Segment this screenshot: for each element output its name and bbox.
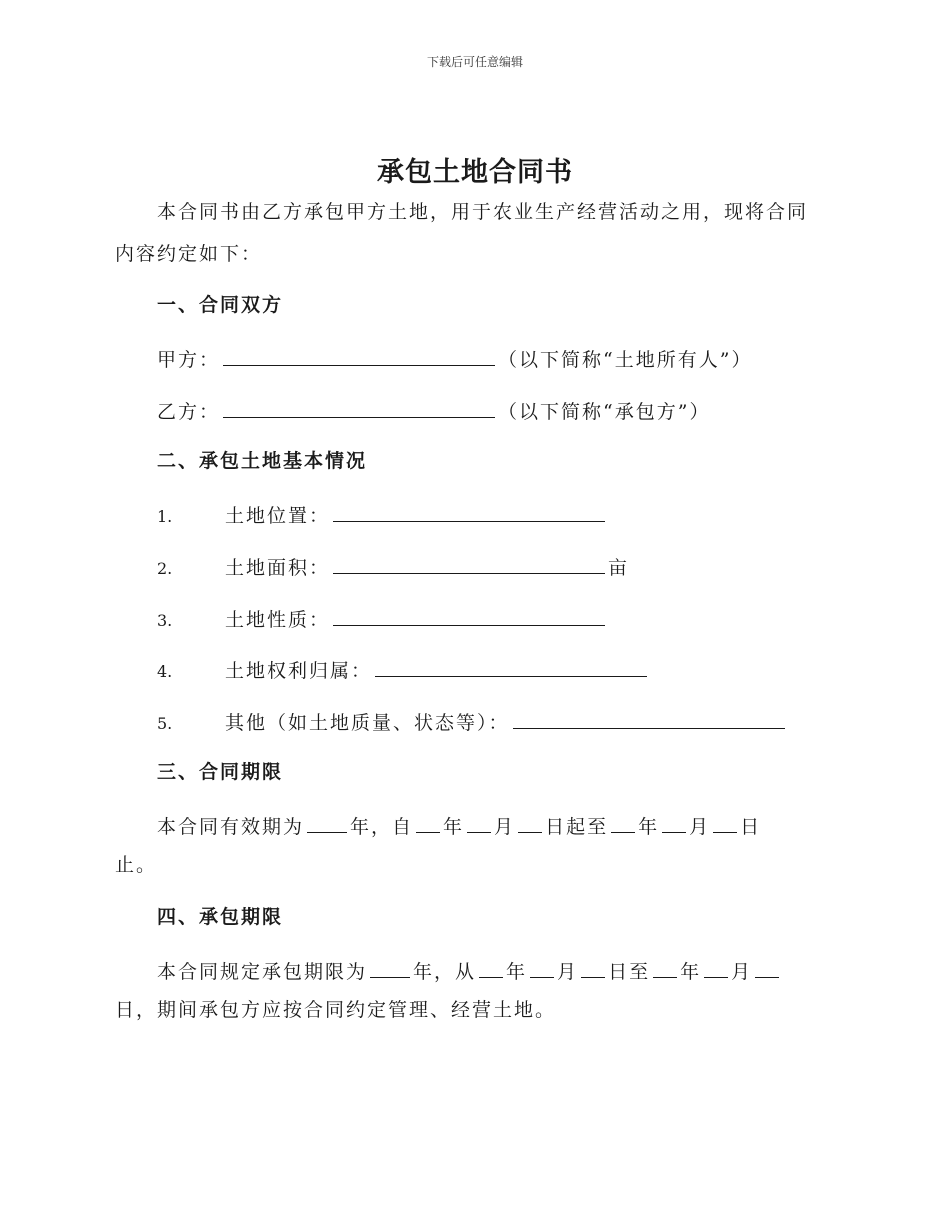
party-a-label: 甲方： — [157, 349, 221, 371]
term-text: 月 — [731, 961, 753, 983]
item-label: 土地性质： — [225, 609, 331, 631]
end-month-blank[interactable] — [662, 812, 686, 833]
party-b-label: 乙方： — [157, 401, 221, 423]
item-unit: 亩 — [608, 557, 630, 579]
land-item-row — [157, 708, 877, 736]
contract-term-row — [157, 957, 877, 984]
item-number: 3. — [157, 611, 173, 630]
validity-text: 月 — [689, 816, 711, 838]
party-b-row — [157, 397, 877, 424]
item-blank[interactable] — [333, 553, 605, 574]
validity-text: 日起至 — [545, 816, 609, 838]
validity-text: 年 — [638, 816, 660, 838]
section1-heading: 一、合同双方 — [157, 294, 284, 316]
party-a-suffix: （以下简称“土地所有人”） — [498, 349, 753, 371]
term-text: 日至 — [608, 961, 651, 983]
intro-paragraph-line1: 本合同书由乙方承包甲方土地，用于农业生产经营活动之用，现将合同 — [157, 201, 809, 223]
validity-text: 年，自 — [350, 816, 414, 838]
item-label: 土地权利归属： — [225, 660, 373, 682]
term-text: 年 — [506, 961, 528, 983]
start-month-blank[interactable] — [467, 812, 491, 833]
item-label: 其他（如土地质量、状态等）： — [225, 712, 510, 734]
item-label: 土地位置： — [225, 505, 331, 527]
land-item-row — [157, 501, 877, 529]
contract-title: 承包土地合同书 — [377, 157, 573, 188]
land-item-row — [157, 553, 877, 581]
term-end-year-blank[interactable] — [653, 957, 677, 978]
header-note: 下载后可任意编辑 — [426, 55, 523, 69]
term-end-month-blank[interactable] — [704, 957, 728, 978]
item-number: 4. — [157, 662, 173, 681]
years-blank[interactable] — [307, 812, 347, 833]
item-blank[interactable] — [513, 708, 785, 729]
party-b-suffix: （以下简称“承包方”） — [498, 401, 711, 423]
section2-heading: 二、承包土地基本情况 — [157, 450, 368, 472]
contract-term-end: 日，期间承包方应按合同约定管理、经营土地。 — [115, 999, 557, 1021]
section3-heading: 三、合同期限 — [157, 761, 284, 783]
party-a-row — [157, 345, 877, 372]
validity-period-row — [157, 812, 877, 839]
validity-text: 年 — [443, 816, 465, 838]
item-blank[interactable] — [333, 501, 605, 522]
term-text: 年 — [680, 961, 702, 983]
item-blank[interactable] — [333, 605, 605, 626]
party-a-blank[interactable] — [223, 345, 495, 366]
party-b-blank[interactable] — [223, 397, 495, 418]
section4-heading: 四、承包期限 — [157, 906, 284, 928]
item-number: 1. — [157, 507, 173, 526]
item-label: 土地面积： — [225, 557, 331, 579]
intro-paragraph-line2: 内容约定如下： — [115, 243, 263, 265]
start-day-blank[interactable] — [518, 812, 542, 833]
term-start-day-blank[interactable] — [581, 957, 605, 978]
start-year-blank[interactable] — [416, 812, 440, 833]
term-start-month-blank[interactable] — [530, 957, 554, 978]
validity-text: 日 — [740, 816, 762, 838]
term-text: 本合同规定承包期限为 — [157, 961, 368, 983]
item-blank[interactable] — [375, 656, 647, 677]
land-item-row — [157, 605, 877, 633]
end-day-blank[interactable] — [713, 812, 737, 833]
term-end-day-blank[interactable] — [755, 957, 779, 978]
validity-period-end: 止。 — [115, 854, 158, 876]
term-years-blank[interactable] — [370, 957, 410, 978]
validity-text: 月 — [494, 816, 516, 838]
item-number: 5. — [157, 714, 173, 733]
term-text: 月 — [557, 961, 579, 983]
term-text: 年，从 — [413, 961, 477, 983]
validity-text: 本合同有效期为 — [157, 816, 305, 838]
land-item-row — [157, 656, 877, 684]
end-year-blank[interactable] — [611, 812, 635, 833]
term-start-year-blank[interactable] — [479, 957, 503, 978]
item-number: 2. — [157, 559, 173, 578]
